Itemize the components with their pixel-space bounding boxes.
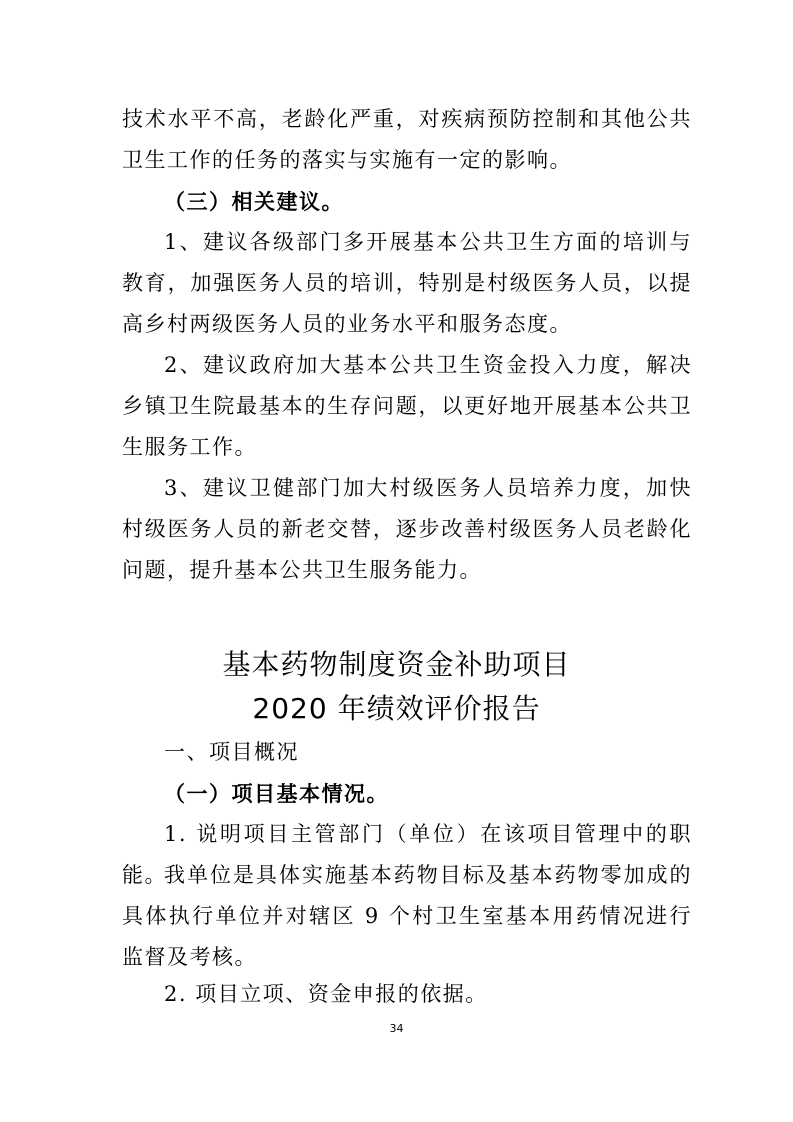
suggestion-item-3: 3、建议卫健部门加大村级医务人员培养力度，加快村级医务人员的新老交替，逐步改善村级医务人员老龄化问题，提升基本公共卫生服务能力。 [122,476,692,582]
point-2-heading: 2. 项目立项、资金申报的依据。 [164,982,488,1006]
point-1-body: 我单位是具体实施基本药物目标及基本药物零加成的具体执行单位并对辖区 9 个村卫生室基本用药情况进行监督及考核。 [122,863,692,969]
page-number: 34 [389,1022,404,1035]
report-title-line-2: 2020 年绩效评价报告 [252,692,541,725]
suggestion-item-1: 1、建议各级部门多开展基本公共卫生方面的培训与教育，加强医务人员的培训，特别是村级医务人员，以提高乡村两级医务人员的业务水平和服务态度。 [122,230,692,336]
subsection-1-heading: （一）项目基本情况。 [164,781,389,806]
suggestions-heading: （三）相关建议。 [164,189,344,214]
point-1-heading: 1. 说明项目主管部门（单位）在该项目管理中的职能。 [122,822,692,887]
section-1-heading: 一、项目概况 [164,740,299,764]
report-title-line-1: 基本药物制度资金补助项目 [222,648,571,681]
continuation-paragraph: 技术水平不高，老龄化严重，对疾病预防控制和其他公共卫生工作的任务的落实与实施有一定的影响。 [122,107,692,172]
suggestion-item-2: 2、建议政府加大基本公共卫生资金投入力度，解决乡镇卫生院最基本的生存问题，以更好地开展基本公共卫生服务工作。 [122,353,692,459]
